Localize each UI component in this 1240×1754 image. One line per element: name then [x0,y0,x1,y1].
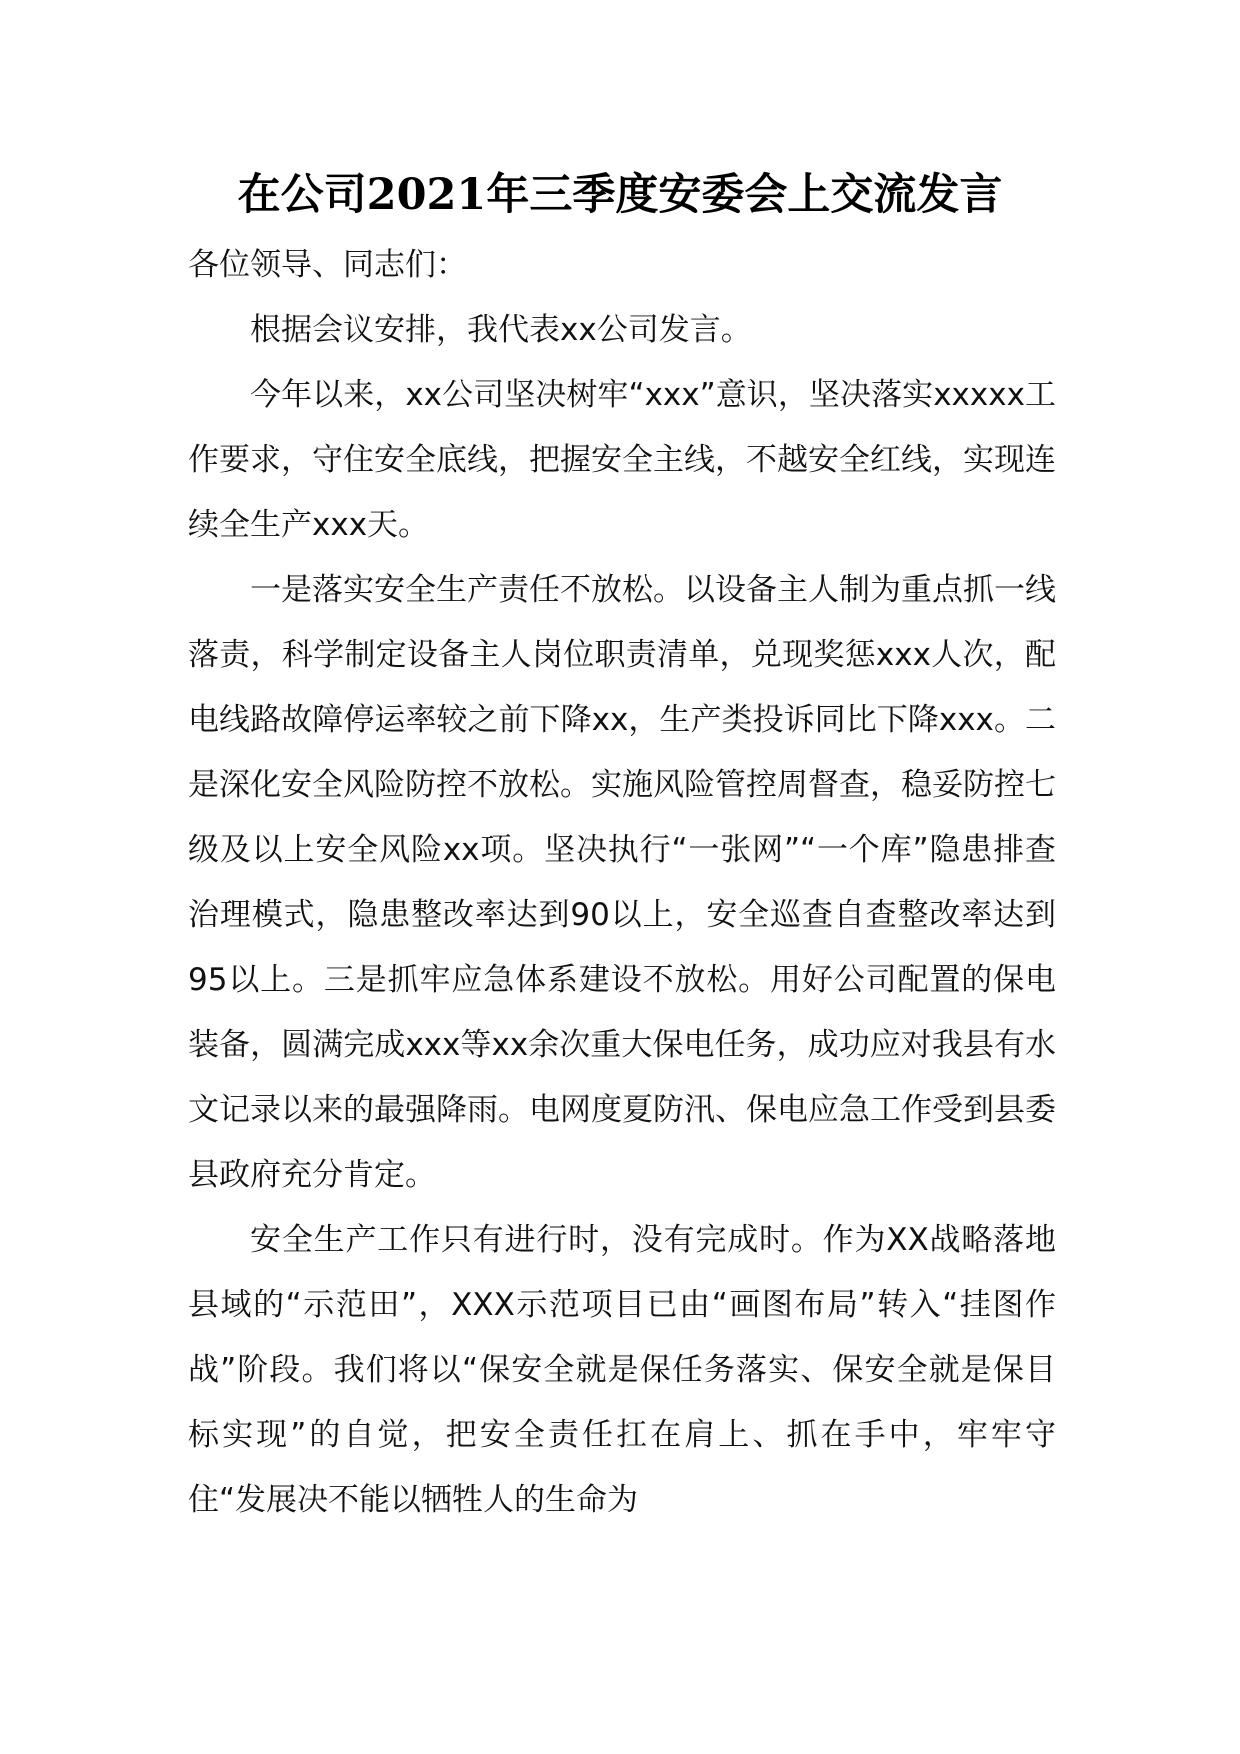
document-body [188,233,1056,1533]
paragraph-overview: 今年以来，xx公司坚决树牢“xxx”意识，坚决落实xxxxx工作要求，守住安全底线，把握安全主线，不越安全红线，实现连续全生产xxx天。 [188,377,1056,543]
document-title: 在公司2021年三季度安委会上交流发言 [237,170,1003,220]
salutation: 各位领导、同志们： [188,247,467,283]
paragraph-next-steps: 安全生产工作只有进行时，没有完成时。作为XX战略落地县域的“示范田”，XXX示范项目已由“画图布局”转入“挂图作战”阶段。我们将以“保安全就是保任务落实、保安全就是保目标实现”的自觉，把安全责任扛在肩上、抓在手中，牢牢守住“发展决不能以牺牲人的生命为 [188,1222,1056,1518]
paragraph-measures: 一是落实安全生产责任不放松。以设备主人制为重点抓一线落责，科学制定设备主人岗位职责清单，兑现奖惩xxx人次，配电线路故障停运率较之前下降xx，生产类投诉同比下降xxx。二是深化安全风险防控不放松。实施风险管控周督查，稳妥防控七级及以上安全风险xx项。坚决执行“一张网”“一个库”隐患排查治理模式，隐患整改率达到90以上，安全巡查自查整改率达到95以上。三是抓牢应急体系建设不放松。用好公司配置的保电装备，圆满完成xxx等xx余次重大保电任务，成功应对我县有水文记录以来的最强降雨。电网度夏防汛、保电应急工作受到县委县政府充分肯定。 [188,572,1056,1193]
paragraph-opening: 根据会议安排，我代表xx公司发言。 [250,312,752,348]
